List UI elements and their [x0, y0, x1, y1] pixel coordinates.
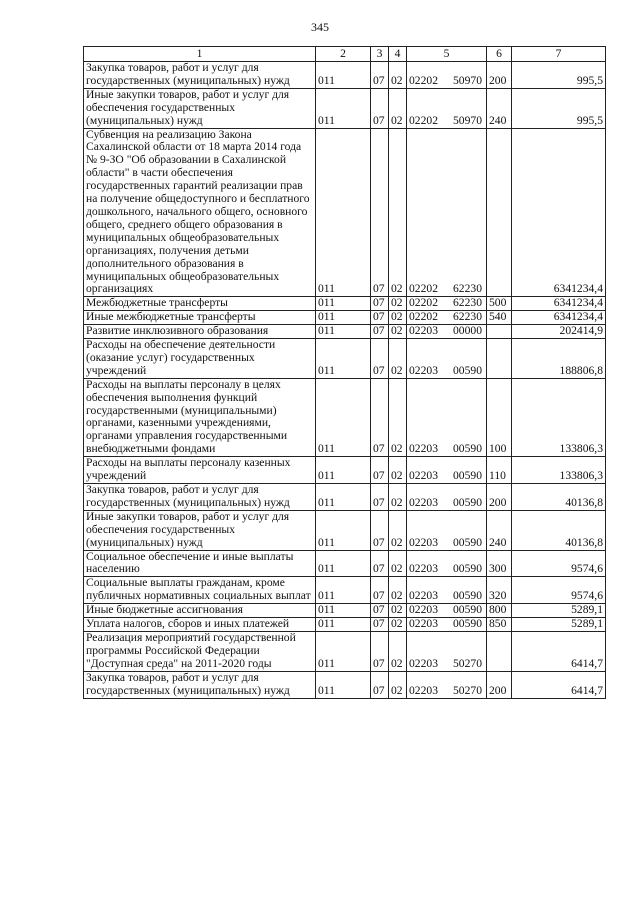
target-article-direction: 00590 — [453, 442, 482, 456]
subsection-code: 02 — [389, 510, 407, 550]
expense-type-code — [487, 631, 512, 671]
table-row — [84, 297, 606, 311]
ministry-code: 011 — [316, 484, 371, 511]
column-number: 2 — [316, 47, 371, 62]
ministry-code: 011 — [316, 577, 371, 604]
target-article-program: 02203 — [409, 683, 438, 697]
target-article-direction: 00590 — [453, 589, 482, 603]
expense-type-code: 200 — [487, 62, 512, 89]
target-article-direction: 00000 — [453, 324, 482, 338]
section-code: 07 — [371, 62, 389, 89]
expense-type-code: 320 — [487, 577, 512, 604]
subsection-code: 02 — [389, 339, 407, 379]
target-article-direction: 00590 — [453, 363, 482, 377]
row-name: Иные закупки товаров, работ и услуг для обеспечения государственных (муниципальных) нужд — [84, 88, 316, 128]
row-name: Иные бюджетные ассигнования — [84, 604, 316, 618]
section-code: 07 — [371, 88, 389, 128]
table-row — [84, 631, 606, 671]
row-name: Закупка товаров, работ и услуг для государственных (муниципальных) нужд — [84, 484, 316, 511]
expense-type-code: 100 — [487, 378, 512, 456]
amount: 6414,7 — [512, 671, 606, 698]
column-number: 3 — [371, 47, 389, 62]
amount: 40136,8 — [512, 484, 606, 511]
column-number: 6 — [487, 47, 512, 62]
target-article-code — [407, 631, 487, 671]
target-article-direction: 00590 — [453, 603, 482, 617]
amount: 5289,1 — [512, 618, 606, 632]
table-row — [84, 128, 606, 297]
target-article-code — [407, 618, 487, 632]
target-article-code — [407, 325, 487, 339]
section-code: 07 — [371, 311, 389, 325]
table-row — [84, 339, 606, 379]
column-number: 1 — [84, 47, 316, 62]
row-name: Развитие инклюзивного образования — [84, 325, 316, 339]
target-article-code — [407, 88, 487, 128]
subsection-code: 02 — [389, 378, 407, 456]
ministry-code: 011 — [316, 128, 371, 297]
ministry-code: 011 — [316, 604, 371, 618]
section-code: 07 — [371, 297, 389, 311]
subsection-code: 02 — [389, 62, 407, 89]
subsection-code: 02 — [389, 88, 407, 128]
ministry-code: 011 — [316, 339, 371, 379]
amount: 40136,8 — [512, 510, 606, 550]
section-code: 07 — [371, 510, 389, 550]
row-name: Расходы на выплаты персоналу в целях обеспечения выполнения функций государственными (муниципальными) органами, казенными учреждениями, органами управления государственными внебюджетными фондами — [84, 378, 316, 456]
target-article-program: 02203 — [409, 656, 438, 670]
amount: 995,5 — [512, 62, 606, 89]
expense-type-code — [487, 128, 512, 297]
section-code: 07 — [371, 457, 389, 484]
subsection-code: 02 — [389, 311, 407, 325]
amount: 6341234,4 — [512, 311, 606, 325]
subsection-code: 02 — [389, 618, 407, 632]
section-code: 07 — [371, 128, 389, 297]
ministry-code: 011 — [316, 311, 371, 325]
target-article-program: 02202 — [409, 282, 438, 296]
section-code: 07 — [371, 484, 389, 511]
row-name: Социальные выплаты гражданам, кроме публичных нормативных социальных выплат — [84, 577, 316, 604]
subsection-code: 02 — [389, 297, 407, 311]
amount: 995,5 — [512, 88, 606, 128]
expense-type-code: 540 — [487, 311, 512, 325]
target-article-direction: 00590 — [453, 495, 482, 509]
expense-type-code: 300 — [487, 550, 512, 577]
row-name: Межбюджетные трансферты — [84, 297, 316, 311]
target-article-direction: 62230 — [453, 310, 482, 324]
target-article-code — [407, 604, 487, 618]
target-article-direction: 62230 — [453, 282, 482, 296]
target-article-code — [407, 297, 487, 311]
table-row — [84, 378, 606, 456]
ministry-code: 011 — [316, 378, 371, 456]
expense-type-code: 200 — [487, 671, 512, 698]
target-article-program: 02203 — [409, 617, 438, 631]
section-code: 07 — [371, 631, 389, 671]
table-row — [84, 510, 606, 550]
target-article-code — [407, 457, 487, 484]
row-name: Закупка товаров, работ и услуг для государственных (муниципальных) нужд — [84, 671, 316, 698]
expense-type-code: 200 — [487, 484, 512, 511]
amount: 5289,1 — [512, 604, 606, 618]
expense-type-code: 110 — [487, 457, 512, 484]
page-number: 345 — [311, 20, 329, 34]
subsection-code: 02 — [389, 484, 407, 511]
target-article-program: 02203 — [409, 324, 438, 338]
target-article-program: 02202 — [409, 113, 438, 127]
subsection-code: 02 — [389, 604, 407, 618]
table-body — [84, 62, 606, 699]
amount: 133806,3 — [512, 378, 606, 456]
target-article-program: 02202 — [409, 310, 438, 324]
target-article-program: 02203 — [409, 603, 438, 617]
target-article-code — [407, 311, 487, 325]
amount: 6341234,4 — [512, 297, 606, 311]
section-code: 07 — [371, 550, 389, 577]
row-name: Иные закупки товаров, работ и услуг для обеспечения государственных (муниципальных) нужд — [84, 510, 316, 550]
expense-type-code — [487, 339, 512, 379]
expense-type-code: 240 — [487, 510, 512, 550]
target-article-direction: 00590 — [453, 562, 482, 576]
section-code: 07 — [371, 618, 389, 632]
row-name: Субвенция на реализацию Закона Сахалинской области от 18 марта 2014 года № 9-ЗО "Об образовании в Сахалинской области" в части обеспечения государственных гарантий реализации прав на получение общедоступного и бесплатного дошкольного, начального общего, основного общего, среднего общего образования в муниципальных общеобразовательных организациях, получения детьми дополнительного образования в муниципальных общеобразовательных организациях — [84, 128, 316, 297]
budget-table — [83, 46, 606, 699]
ministry-code: 011 — [316, 631, 371, 671]
target-article-code — [407, 510, 487, 550]
column-number: 4 — [389, 47, 407, 62]
target-article-direction: 00590 — [453, 617, 482, 631]
ministry-code: 011 — [316, 62, 371, 89]
target-article-code — [407, 62, 487, 89]
section-code: 07 — [371, 577, 389, 604]
table-row — [84, 484, 606, 511]
row-name: Расходы на выплаты персоналу казенных учреждений — [84, 457, 316, 484]
row-name: Иные межбюджетные трансферты — [84, 311, 316, 325]
amount: 6414,7 — [512, 631, 606, 671]
subsection-code: 02 — [389, 128, 407, 297]
expense-type-code: 240 — [487, 88, 512, 128]
table-row — [84, 88, 606, 128]
section-code: 07 — [371, 671, 389, 698]
ministry-code: 011 — [316, 88, 371, 128]
row-name: Закупка товаров, работ и услуг для государственных (муниципальных) нужд — [84, 62, 316, 89]
table-row — [84, 604, 606, 618]
table-row — [84, 671, 606, 698]
target-article-code — [407, 378, 487, 456]
subsection-code: 02 — [389, 325, 407, 339]
amount: 9574,6 — [512, 577, 606, 604]
section-code: 07 — [371, 604, 389, 618]
amount: 133806,3 — [512, 457, 606, 484]
target-article-program: 02203 — [409, 589, 438, 603]
column-number: 7 — [512, 47, 606, 62]
expense-type-code: 800 — [487, 604, 512, 618]
expense-type-code — [487, 325, 512, 339]
ministry-code: 011 — [316, 457, 371, 484]
subsection-code: 02 — [389, 671, 407, 698]
amount: 9574,6 — [512, 550, 606, 577]
target-article-code — [407, 577, 487, 604]
row-name: Социальное обеспечение и иные выплаты населению — [84, 550, 316, 577]
table-row — [84, 62, 606, 89]
expense-type-code: 850 — [487, 618, 512, 632]
target-article-direction: 50970 — [453, 113, 482, 127]
table-row — [84, 457, 606, 484]
target-article-direction: 00590 — [453, 469, 482, 483]
target-article-program: 02203 — [409, 363, 438, 377]
target-article-code — [407, 550, 487, 577]
section-code: 07 — [371, 339, 389, 379]
table-row — [84, 550, 606, 577]
target-article-program: 02203 — [409, 495, 438, 509]
expense-type-code: 500 — [487, 297, 512, 311]
row-name: Реализация мероприятий государственной программы Российской Федерации "Доступная среда" на 2011-2020 годы — [84, 631, 316, 671]
row-name: Расходы на обеспечение деятельности (оказание услуг) государственных учреждений — [84, 339, 316, 379]
ministry-code: 011 — [316, 325, 371, 339]
section-code: 07 — [371, 378, 389, 456]
subsection-code: 02 — [389, 550, 407, 577]
amount: 202414,9 — [512, 325, 606, 339]
target-article-program: 02203 — [409, 562, 438, 576]
table-row — [84, 577, 606, 604]
target-article-direction: 00590 — [453, 535, 482, 549]
row-name: Уплата налогов, сборов и иных платежей — [84, 618, 316, 632]
column-number-row — [84, 47, 606, 62]
target-article-program: 02202 — [409, 296, 438, 310]
target-article-direction: 50270 — [453, 656, 482, 670]
ministry-code: 011 — [316, 550, 371, 577]
target-article-program: 02203 — [409, 535, 438, 549]
target-article-direction: 50970 — [453, 73, 482, 87]
subsection-code: 02 — [389, 457, 407, 484]
column-number: 5 — [407, 47, 487, 62]
table-row — [84, 618, 606, 632]
target-article-program: 02202 — [409, 73, 438, 87]
target-article-program: 02203 — [409, 442, 438, 456]
ministry-code: 011 — [316, 618, 371, 632]
target-article-code — [407, 128, 487, 297]
ministry-code: 011 — [316, 297, 371, 311]
target-article-code — [407, 484, 487, 511]
table-row — [84, 311, 606, 325]
ministry-code: 011 — [316, 510, 371, 550]
section-code: 07 — [371, 325, 389, 339]
target-article-code — [407, 339, 487, 379]
amount: 188806,8 — [512, 339, 606, 379]
target-article-direction: 62230 — [453, 296, 482, 310]
amount: 6341234,4 — [512, 128, 606, 297]
table-row — [84, 325, 606, 339]
subsection-code: 02 — [389, 631, 407, 671]
subsection-code: 02 — [389, 577, 407, 604]
target-article-direction: 50270 — [453, 683, 482, 697]
ministry-code: 011 — [316, 671, 371, 698]
target-article-code — [407, 671, 487, 698]
target-article-program: 02203 — [409, 469, 438, 483]
